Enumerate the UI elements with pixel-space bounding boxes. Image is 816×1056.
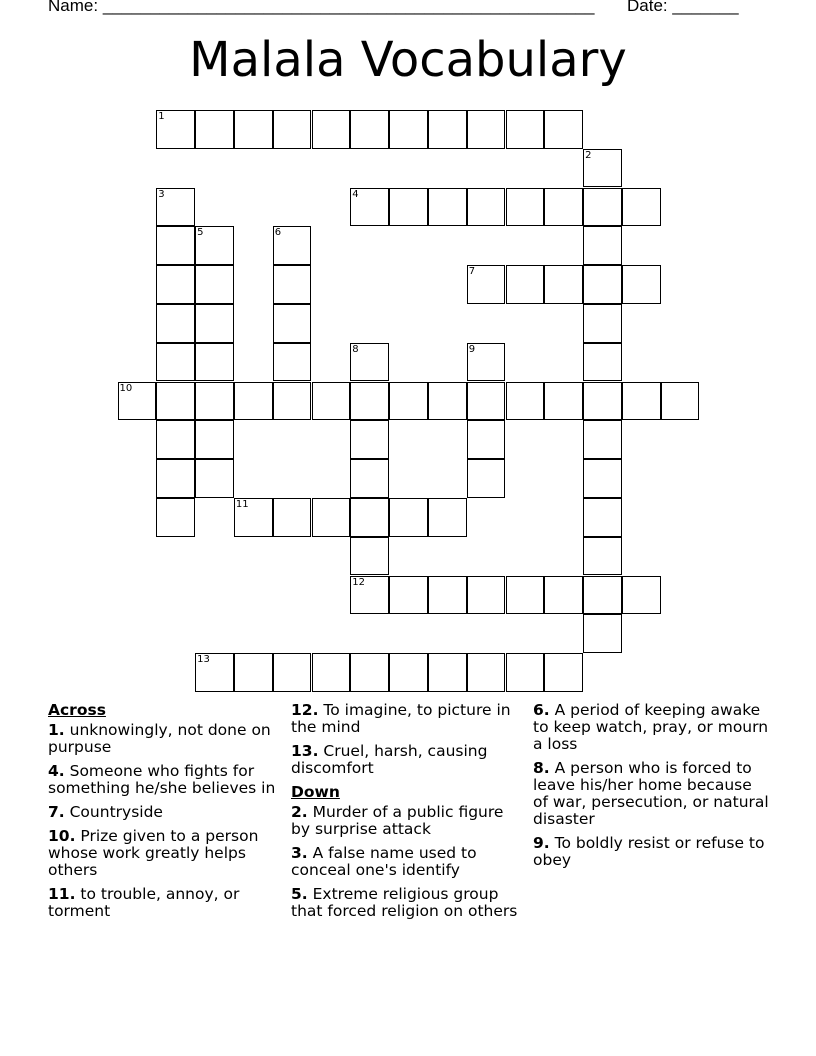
grid-cell[interactable] [583,382,622,421]
grid-cell[interactable] [350,576,389,615]
grid-cell[interactable] [195,653,234,692]
grid-cell[interactable] [467,110,506,149]
grid-cell[interactable] [273,653,312,692]
clue-number: 12 [352,576,366,588]
grid-cell[interactable] [544,382,583,421]
grid-cell[interactable] [234,110,273,149]
grid-cell[interactable] [467,576,506,615]
across-heading: Across [48,701,106,719]
grid-cell[interactable] [350,420,389,459]
grid-cell[interactable] [506,110,545,149]
grid-cell[interactable] [118,382,157,421]
clue-across-12: 12. To imagine, to picture in the mind [291,701,511,736]
clue-down-5: 5. Extreme religious group that forced religion on others [291,885,518,920]
grid-cell[interactable] [661,382,700,421]
date-line: _______ [672,0,739,15]
grid-cell[interactable] [273,382,312,421]
grid-cell[interactable] [467,188,506,227]
grid-cell[interactable] [350,188,389,227]
clue-number: 6 [274,227,282,239]
grid-cell[interactable] [506,576,545,615]
grid-cell[interactable] [544,576,583,615]
grid-cell[interactable] [195,343,234,382]
grid-cell[interactable] [156,343,195,382]
grid-cell[interactable] [389,188,428,227]
grid-cell[interactable] [583,226,622,265]
grid-cell[interactable] [350,498,389,537]
grid-cell[interactable] [622,382,661,421]
clue-number: 4 [352,188,359,200]
grid-cell[interactable] [428,188,467,227]
clue-number: 10 [119,382,133,394]
clue-across-7: 7. Countryside [48,803,163,821]
grid-cell[interactable] [195,382,234,421]
grid-cell[interactable] [350,382,389,421]
grid-cell[interactable] [273,265,312,304]
grid-cell[interactable] [583,149,622,188]
grid-cell[interactable] [506,265,545,304]
clue-number: 1 [158,111,165,122]
grid-cell[interactable] [156,188,195,227]
clue-across-13: 13. Cruel, harsh, causing discomfort [291,742,488,777]
grid-cell[interactable] [544,653,583,692]
grid-cell[interactable] [350,537,389,576]
grid-cell[interactable] [622,576,661,615]
grid-cell[interactable] [156,459,195,498]
date-label: Date: [627,0,668,15]
grid-cell[interactable] [350,653,389,692]
grid-cell[interactable] [273,110,312,149]
grid-cell[interactable] [583,576,622,615]
grid-cell[interactable] [312,110,351,149]
grid-cell[interactable] [583,498,622,537]
grid-cell[interactable] [467,653,506,692]
grid-cell[interactable] [583,188,622,227]
grid-cell[interactable] [156,226,195,265]
grid-cell[interactable] [583,343,622,382]
grid-cell[interactable] [350,110,389,149]
clue-down-3: 3. A false name used to conceal one's identify [291,844,477,879]
grid-cell[interactable] [544,188,583,227]
grid-cell[interactable] [506,188,545,227]
grid-cell[interactable] [389,576,428,615]
clue-number: 2 [585,149,592,161]
clue-number: 5 [197,227,204,239]
clue-number: 11 [235,499,249,510]
clue-across-4: 4. Someone who fights for something he/she believes in [48,762,276,797]
grid-cell[interactable] [467,382,506,421]
grid-cell[interactable] [273,498,312,537]
grid-cell[interactable] [195,226,234,265]
clue-across-11: 11. to trouble, annoy, or torment [48,885,240,920]
clue-number: 3 [158,188,165,200]
grid-cell[interactable] [156,382,195,421]
clue-down-9: 9. To boldly resist or refuse to obey [533,834,765,869]
clue-column-2 [291,702,527,927]
grid-cell[interactable] [583,614,622,653]
grid-cell[interactable] [312,382,351,421]
grid-cell[interactable] [583,265,622,304]
clue-down-2: 2. Murder of a public figure by surprise attack [291,803,504,838]
grid-cell[interactable] [234,653,273,692]
grid-cell[interactable] [389,382,428,421]
grid-cell[interactable] [195,110,234,149]
grid-cell[interactable] [428,576,467,615]
grid-cell[interactable] [312,653,351,692]
grid-cell[interactable] [544,110,583,149]
clue-number: 9 [468,343,476,355]
grid-cell[interactable] [467,343,506,382]
grid-cell[interactable] [195,265,234,304]
grid-cell[interactable] [428,653,467,692]
grid-cell[interactable] [195,420,234,459]
clue-down-8: 8. A person who is forced to leave his/her home because of war, persecution, or natural disaster [533,759,769,828]
grid-cell[interactable] [467,459,506,498]
clue-number: 8 [352,343,359,355]
down-heading: Down [291,783,340,801]
grid-cell[interactable] [428,110,467,149]
grid-cell[interactable] [156,420,195,459]
grid-cell[interactable] [273,226,312,265]
grid-cell[interactable] [389,653,428,692]
clue-number: 7 [468,266,476,278]
grid-cell[interactable] [583,537,622,576]
clue-column-3 [533,702,769,876]
grid-cell[interactable] [273,304,312,343]
grid-cell[interactable] [234,498,273,537]
clue-down-6: 6. A period of keeping awake to keep watch, pray, or mourn a loss [533,701,769,753]
grid-cell[interactable] [506,382,545,421]
grid-cell[interactable] [506,653,545,692]
grid-cell[interactable] [156,265,195,304]
grid-cell[interactable] [467,265,506,304]
grid-cell[interactable] [195,304,234,343]
grid-cell[interactable] [544,265,583,304]
grid-cell[interactable] [583,420,622,459]
grid-cell[interactable] [350,343,389,382]
grid-cell[interactable] [389,498,428,537]
grid-cell[interactable] [273,343,312,382]
grid-cell[interactable] [156,110,195,149]
grid-cell[interactable] [583,459,622,498]
grid-cell[interactable] [467,420,506,459]
name-line: ____________________________________________________ [102,0,595,15]
grid-cell[interactable] [350,459,389,498]
grid-cell[interactable] [622,265,661,304]
clue-number: 13 [197,654,210,666]
grid-cell[interactable] [389,110,428,149]
grid-cell[interactable] [622,188,661,227]
clue-column-1 [48,702,284,927]
grid-cell[interactable] [428,498,467,537]
clue-across-10: 10. Prize given to a person whose work greatly helps others [48,827,259,879]
grid-cell[interactable] [234,382,273,421]
grid-cell[interactable] [428,382,467,421]
grid-cell[interactable] [156,498,195,537]
name-label: Name: [48,0,99,15]
page-title: Malala Vocabulary [189,32,627,88]
grid-cell[interactable] [312,498,351,537]
grid-cell[interactable] [156,304,195,343]
grid-cell[interactable] [195,459,234,498]
clue-across-1: 1. unknowingly, not done on purpuse [48,721,271,756]
grid-cell[interactable] [583,304,622,343]
